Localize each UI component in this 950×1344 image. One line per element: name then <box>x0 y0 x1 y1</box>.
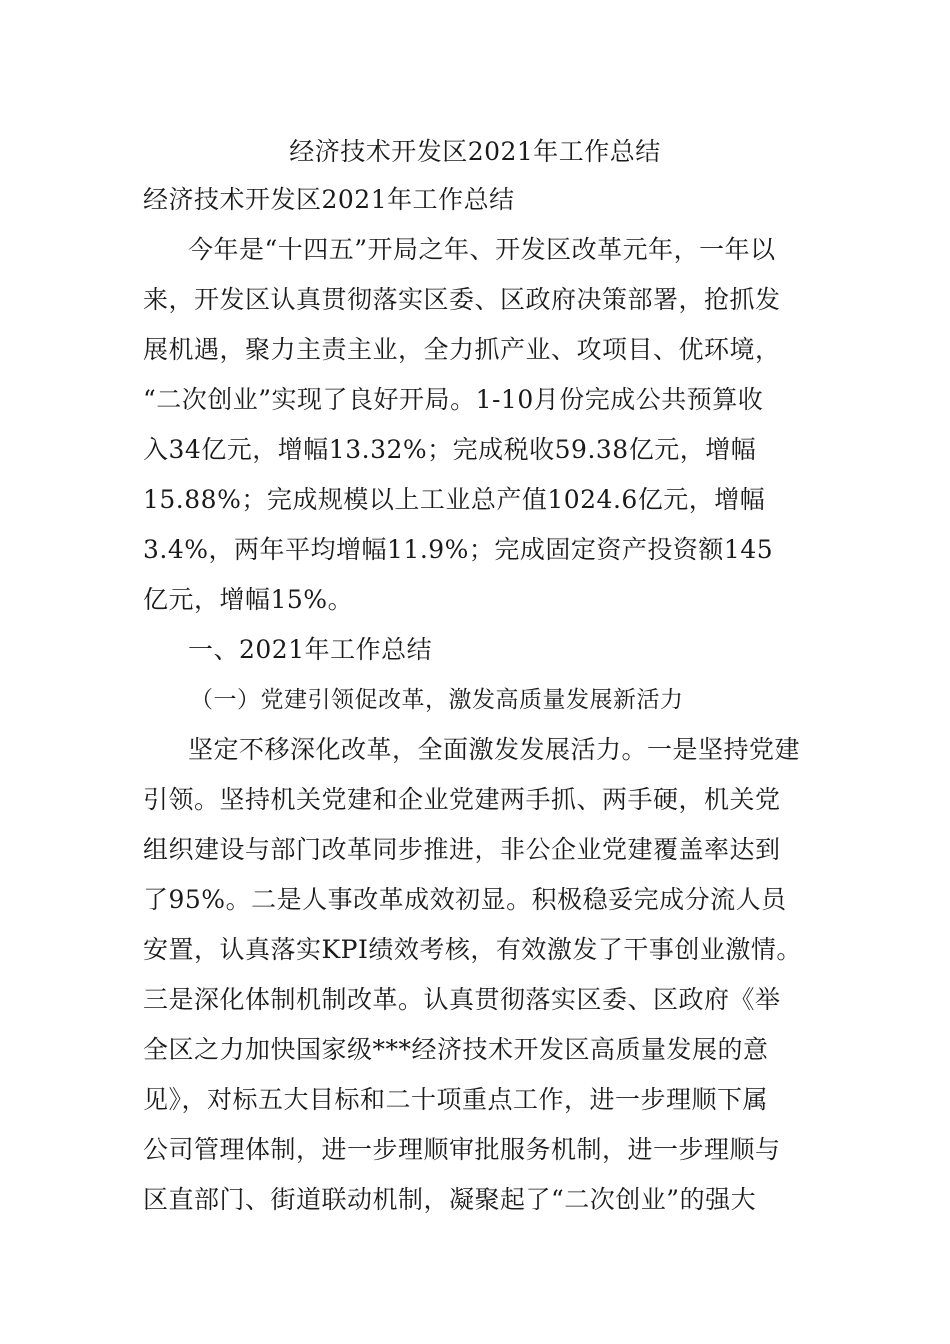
body-line: 3.4%，两年平均增幅11.9%；完成固定资产投资额145 <box>143 535 774 564</box>
body-line: 今年是“十四五”开局之年、开发区改革元年，一年以 <box>188 235 776 264</box>
body-line: 经济技术开发区2021年工作总结 <box>143 185 515 214</box>
body-line: 全区之力加快国家级***经济技术开发区高质量发展的意 <box>143 1035 769 1064</box>
body-line: 区直部门、街道联动机制，凝聚起了“二次创业”的强大 <box>143 1185 757 1214</box>
body-line: 15.88%；完成规模以上工业总产值1024.6亿元，增幅 <box>143 485 766 514</box>
body-line: 坚定不移深化改革，全面激发发展活力。一是坚持党建 <box>188 735 801 764</box>
body-line: 展机遇，聚力主责主业，全力抓产业、攻项目、优环境， <box>143 335 781 364</box>
body-line: “二次创业”实现了良好开局。1-10月份完成公共预算收 <box>143 385 764 414</box>
document-body <box>143 180 809 1230</box>
body-line: 引领。坚持机关党建和企业党建两手抓、两手硬，机关党 <box>143 785 781 814</box>
section-heading: 一、2021年工作总结 <box>188 635 433 664</box>
body-line: 组织建设与部门改革同步推进，非公企业党建覆盖率达到 <box>143 835 781 864</box>
body-line: 来，开发区认真贯彻落实区委、区政府决策部署，抢抓发 <box>143 285 781 314</box>
subsection-heading: （一）党建引领促改革，激发高质量发展新活力 <box>190 687 684 713</box>
body-line: 入34亿元，增幅13.32%；完成税收59.38亿元，增幅 <box>143 435 757 464</box>
body-line: 安置，认真落实KPI绩效考核，有效激发了干事创业激情。 <box>143 935 802 964</box>
body-line: 三是深化体制机制改革。认真贯彻落实区委、区政府《举 <box>143 985 781 1014</box>
document-title: 经济技术开发区2021年工作总结 <box>289 137 661 166</box>
body-line: 公司管理体制，进一步理顺审批服务机制，进一步理顺与 <box>143 1135 781 1164</box>
body-line: 亿元，增幅15%。 <box>143 585 354 614</box>
body-line: 见》，对标五大目标和二十项重点工作，进一步理顺下属 <box>143 1085 769 1114</box>
body-line: 了95%。二是人事改革成效初显。积极稳妥完成分流人员 <box>143 885 787 914</box>
